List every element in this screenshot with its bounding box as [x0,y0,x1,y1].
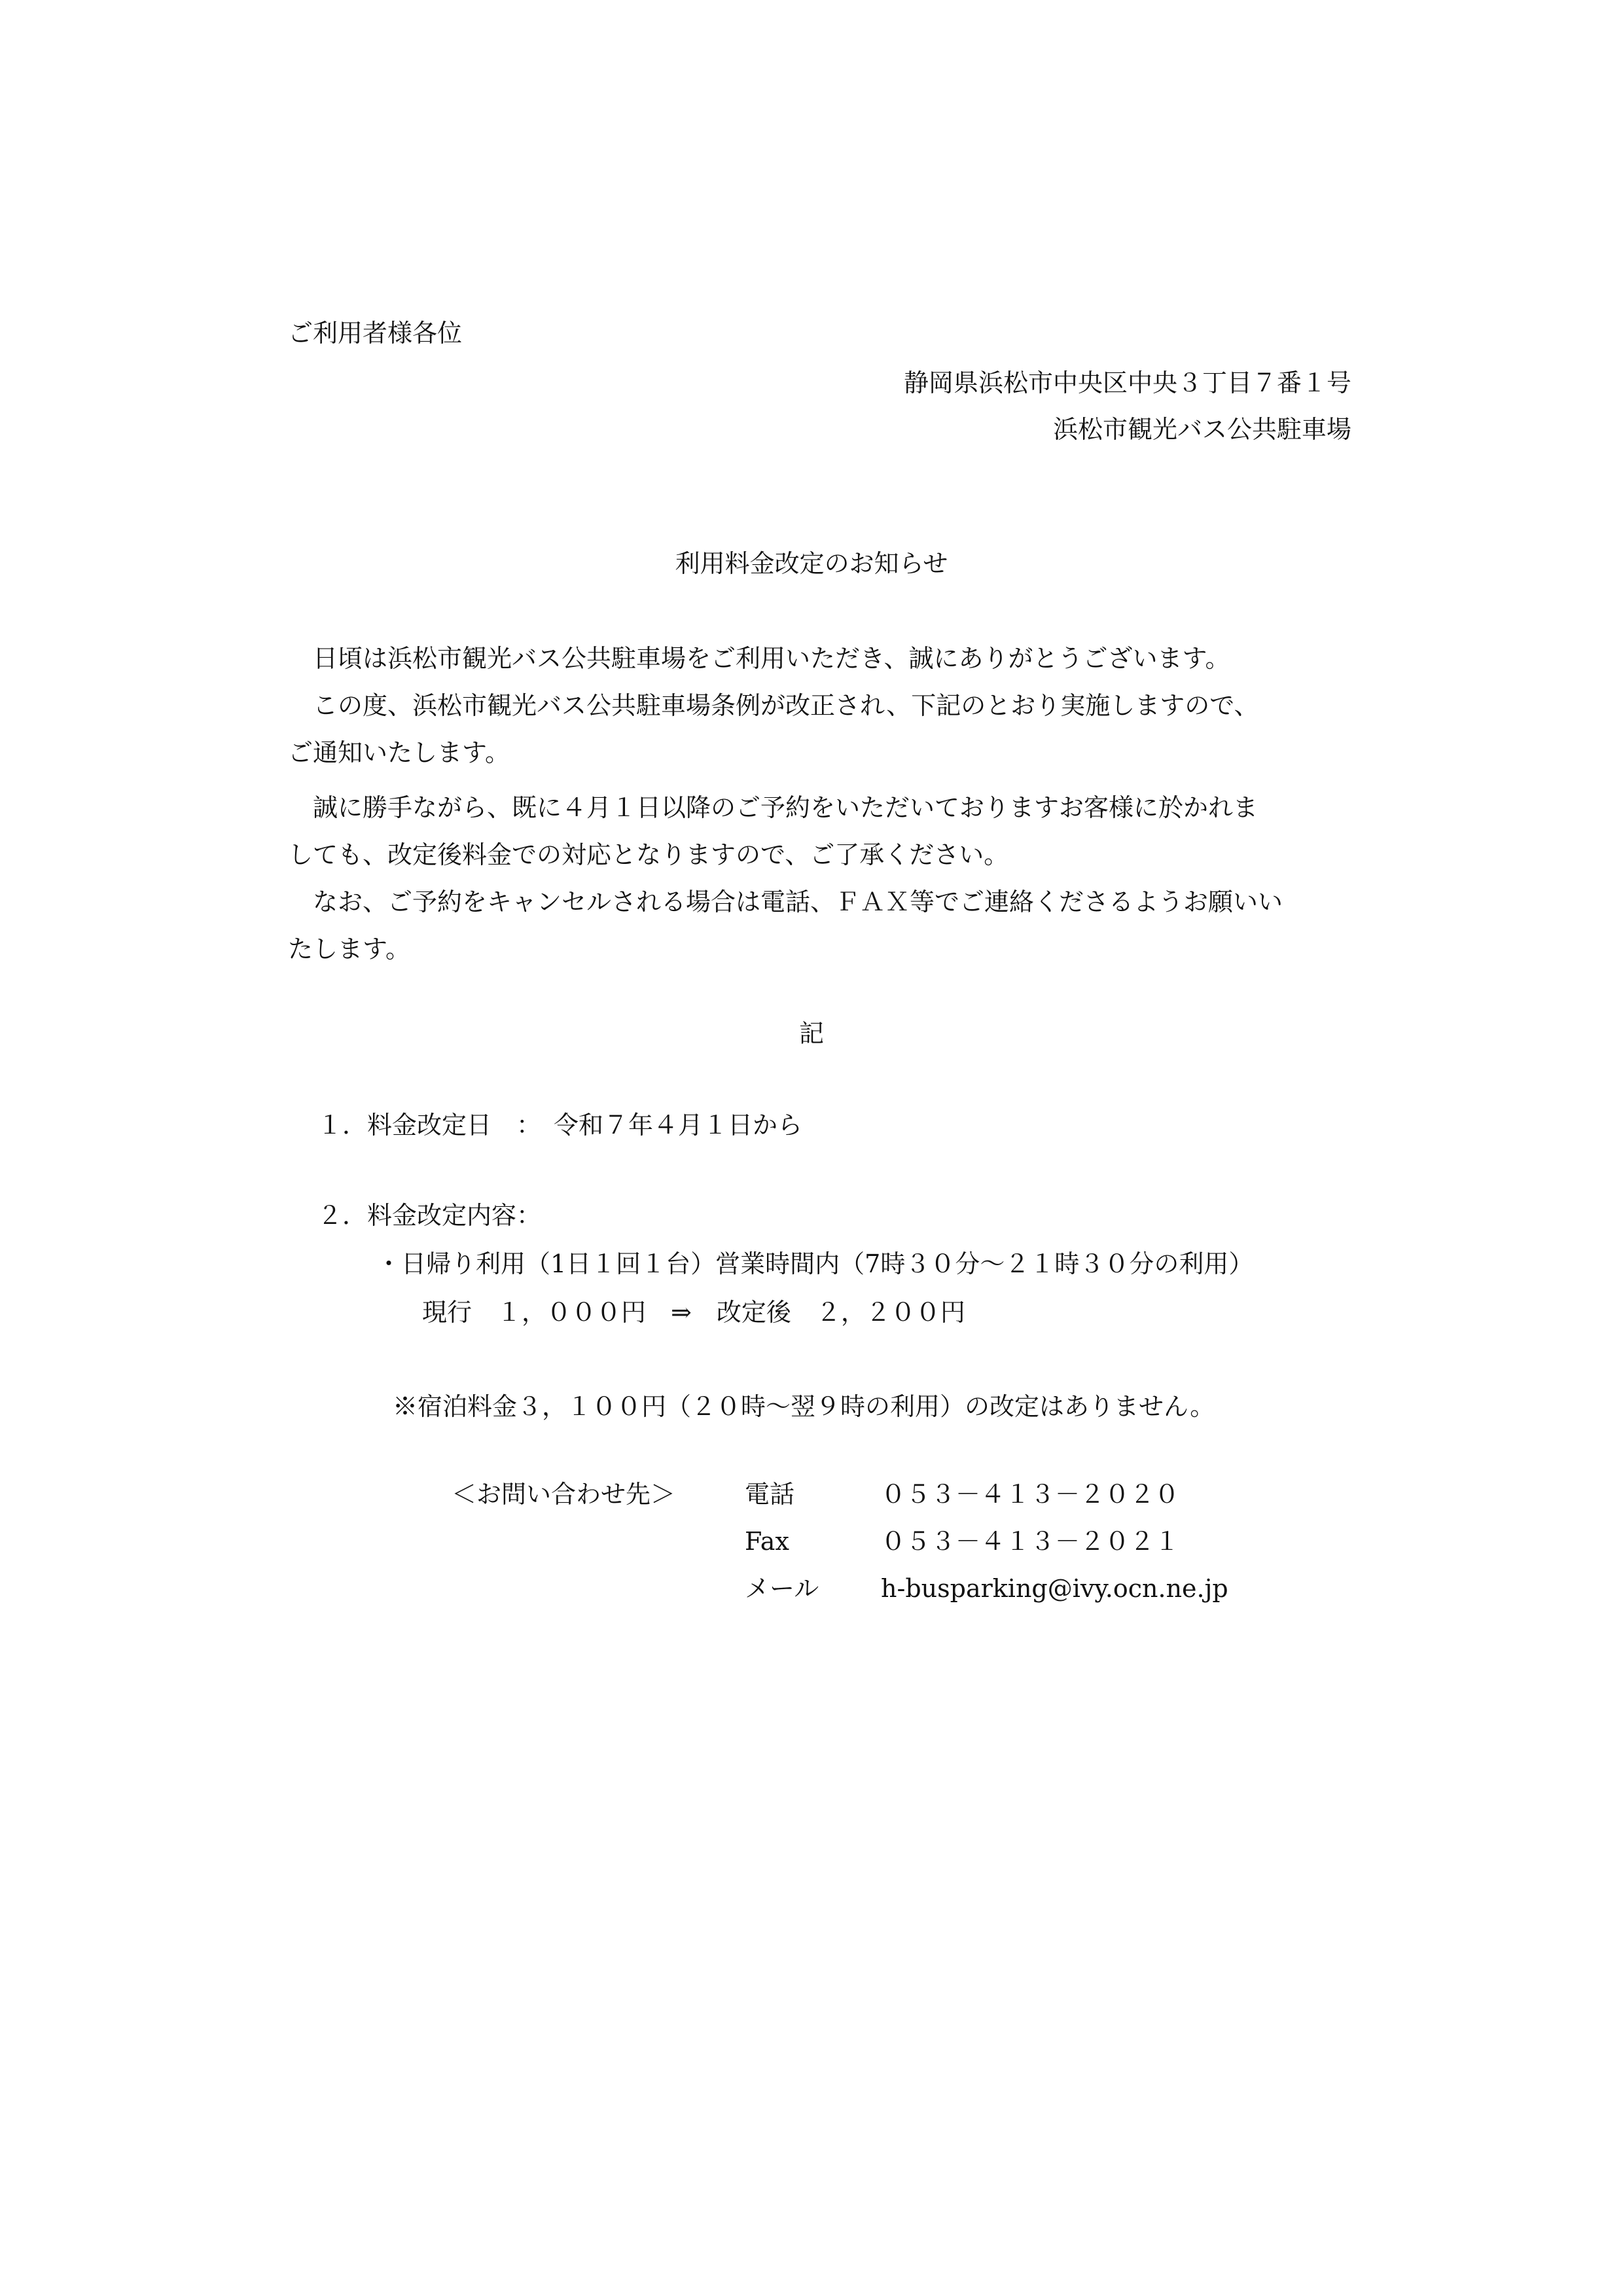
contact-fax-value: ０５３－４１３－２０２１ [881,1527,1180,1556]
body-paragraph-4-line-1: なお、ご予約をキャンセルされる場合は電話、ＦＡＸ等でご連絡くださるようお願いい [288,888,1283,916]
sender-organization: 浜松市観光バス公共駐車場 [1052,415,1351,444]
notice-title: 利用料金改定のお知らせ [675,549,948,578]
body-paragraph-4-line-2: たします。 [288,935,410,963]
contact-tel-label: 電話 [745,1480,795,1509]
item-revision-date: １．料金改定日 ： 令和７年４月１日から [317,1111,803,1139]
contact-mail-value: h-busparking@ivy.ocn.ne.jp [881,1574,1228,1603]
item-revision-detail: ・日帰り利用（1日１回１台）営業時間内（7時３０分～２１時３０分の利用） [376,1249,1254,1278]
recipient-line: ご利用者様各位 [288,319,463,348]
body-paragraph-3-line-2: しても、改定後料金での対応となりますので、ご了承ください。 [288,840,1009,869]
contact-heading: ＜お問い合わせ先＞ [452,1480,676,1509]
sender-address: 静岡県浜松市中央区中央３丁目７番１号 [903,368,1351,397]
item-revision-price: 現行 １，０００円 ⇒ 改定後 ２，２００円 [422,1298,965,1327]
body-paragraph-2-line-2: ご通知いたします。 [288,738,510,767]
contact-tel-value: ０５３－４１３－２０２０ [881,1480,1180,1509]
body-paragraph-1: 日頃は浜松市観光バス公共駐車場をご利用いただき、誠にありがとうございます。 [288,644,1230,673]
contact-mail-label: メール [745,1574,819,1603]
body-paragraph-3-line-1: 誠に勝手ながら、既に４月１日以降のご予約をいただいておりますお客様に於かれま [288,793,1258,822]
item-revision-content-heading: ２．料金改定内容： [317,1201,542,1230]
contact-fax-label: Fax [745,1527,789,1556]
body-paragraph-2-line-1: この度、浜松市観光バス公共駐車場条例が改正され、下記のとおり実施しますので、 [288,691,1259,720]
ki-heading: 記 [798,1019,824,1048]
lodging-note: ※宿泊料金３，１００円（２０時～翌９時の利用）の改定はありません。 [393,1392,1215,1421]
